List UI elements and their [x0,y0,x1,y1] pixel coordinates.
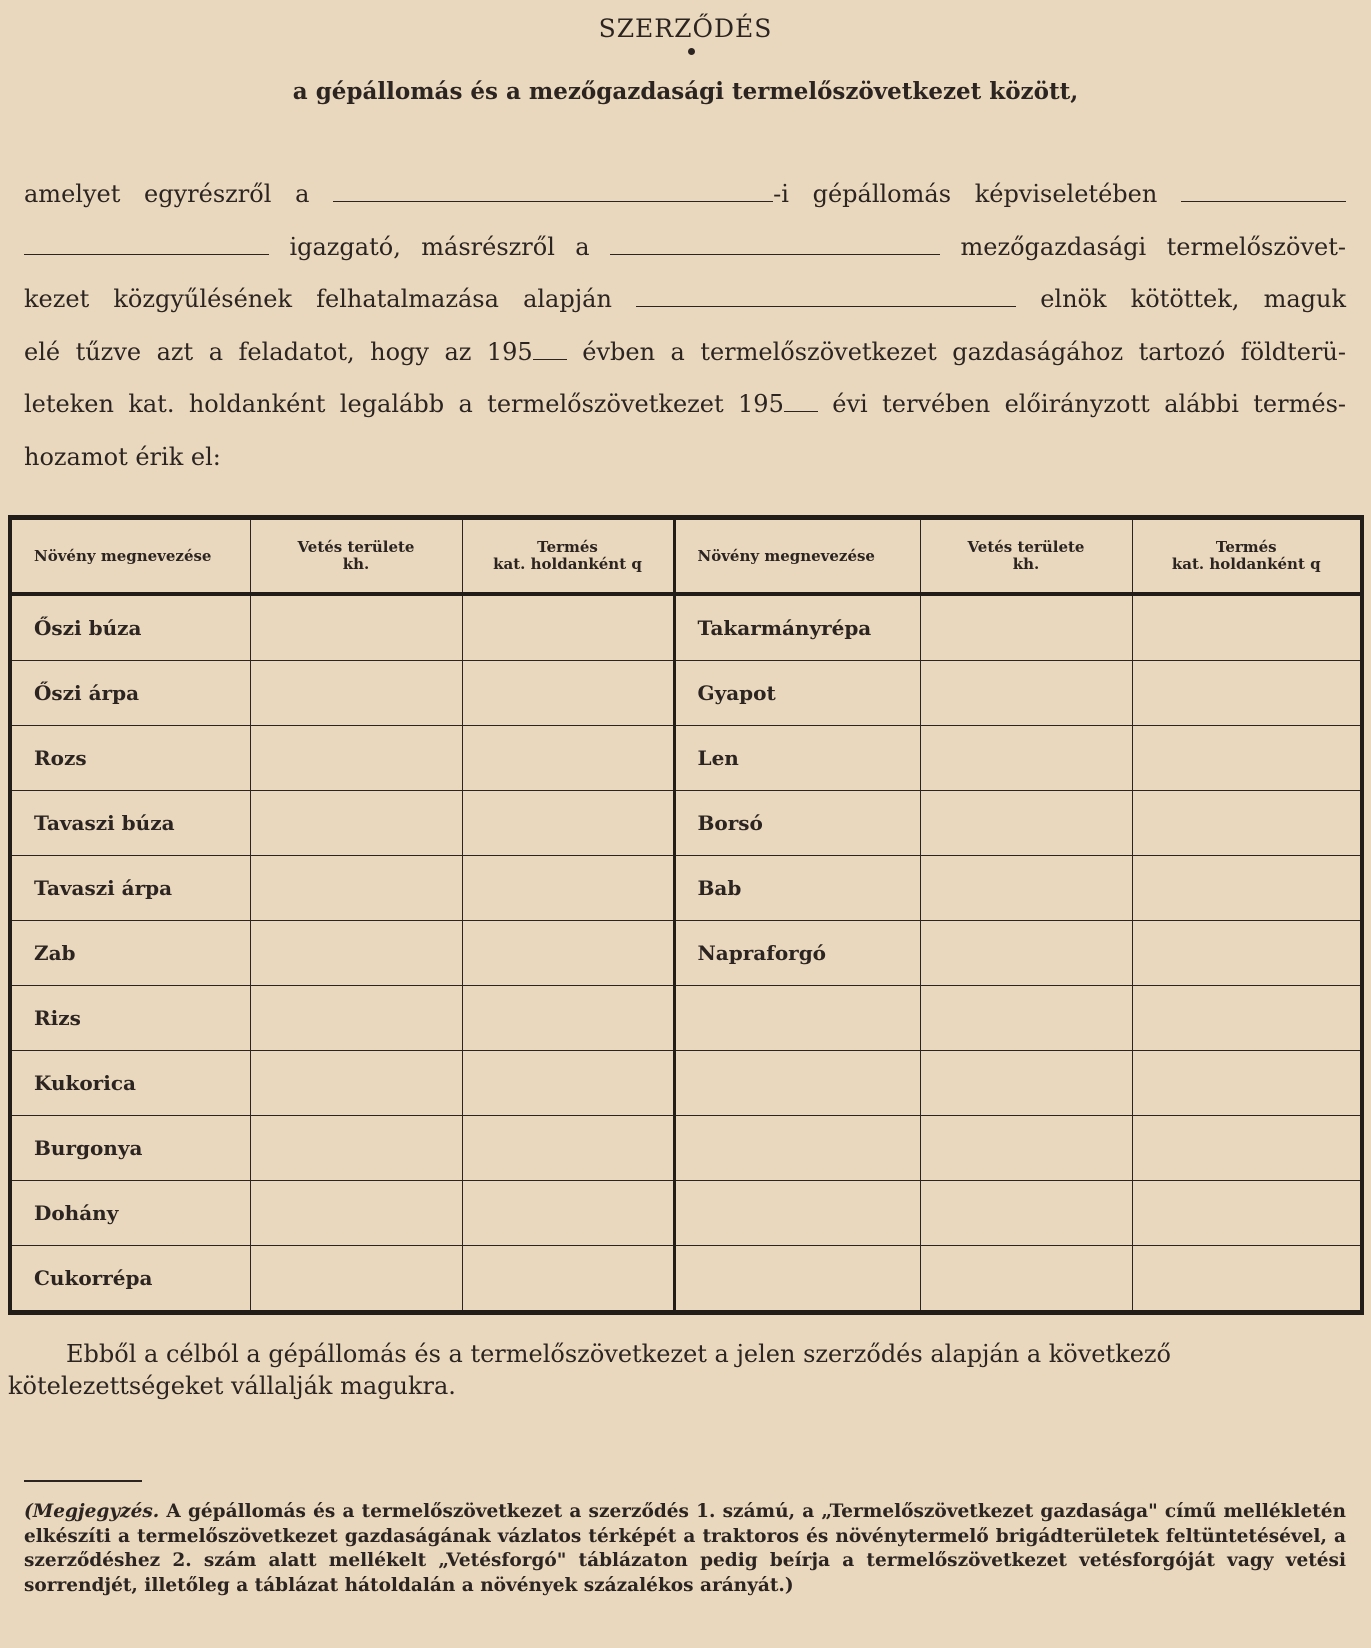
yield-right-cell[interactable] [1132,1051,1362,1116]
header-area-line2: kh. [1012,555,1040,573]
sown-area-right-cell[interactable] [920,594,1132,661]
table-row [10,594,1362,661]
contract-intro-paragraph [24,168,1346,484]
intro-text-4: mezőgazdasági termelőszövet- [960,232,1346,261]
yield-right-cell[interactable] [1132,921,1362,986]
crop-name-right [674,1246,920,1313]
sown-area-left-cell[interactable] [250,661,462,726]
crop-yield-table-wrapper [8,515,1360,1307]
station-name-field[interactable] [333,183,773,202]
crop-name-right: Borsó [674,791,920,856]
crop-name-right [674,1116,920,1181]
yield-right-cell[interactable] [1132,856,1362,921]
yield-left-cell[interactable] [462,856,674,921]
header-yield-right [1132,518,1362,595]
sown-area-right-cell[interactable] [920,1181,1132,1246]
sown-area-left-cell[interactable] [250,986,462,1051]
sown-area-right-cell[interactable] [920,1116,1132,1181]
sown-area-left-cell[interactable] [250,726,462,791]
table-row [10,1246,1362,1313]
crop-table-body [10,594,1362,1313]
footnote-divider [24,1480,142,1482]
crop-name-left: Őszi árpa [10,661,250,726]
header-crop-name-right: Növény megnevezése [674,518,920,595]
footnote [24,1500,1346,1598]
intro-text-5: kezet közgyűlésének felhatalmazása alapján [24,285,612,314]
crop-name-right: Gyapot [674,661,920,726]
crop-name-left: Rizs [10,986,250,1051]
intro-line-5 [24,378,1346,431]
header-crop-name-left: Növény megnevezése [10,518,250,595]
crop-name-right [674,1181,920,1246]
sown-area-left-cell[interactable] [250,1051,462,1116]
header-yield-line2: kat. holdanként q [493,555,642,573]
sown-area-right-cell[interactable] [920,986,1132,1051]
chairman-name-field[interactable] [636,288,1016,307]
header-yield-line1: Termés [537,538,598,556]
header-area-line1: Vetés területe [297,538,415,556]
yield-left-cell[interactable] [462,1246,674,1313]
year-field-2[interactable] [784,393,818,412]
intro-text-9: leteken kat. holdanként legalább a termelőszövetkezet 195 [24,390,784,419]
crop-name-left: Tavaszi búza [10,791,250,856]
intro-line-1 [24,168,1346,221]
yield-left-cell[interactable] [462,1181,674,1246]
yield-left-cell[interactable] [462,1051,674,1116]
crop-name-left: Rozs [10,726,250,791]
sown-area-right-cell[interactable] [920,726,1132,791]
sown-area-right-cell[interactable] [920,856,1132,921]
yield-left-cell[interactable] [462,986,674,1051]
crop-name-left: Burgonya [10,1116,250,1181]
sown-area-left-cell[interactable] [250,1246,462,1313]
header-yield-left [462,518,674,595]
crop-yield-table [8,515,1364,1315]
yield-left-cell[interactable] [462,1116,674,1181]
header-sown-area-right [920,518,1132,595]
crop-name-right: Takarmányrépa [674,594,920,661]
sown-area-left-cell[interactable] [250,791,462,856]
sown-area-left-cell[interactable] [250,1116,462,1181]
sown-area-right-cell[interactable] [920,661,1132,726]
intro-text-2: -i gépállomás képviseletében [773,180,1158,208]
director-name-field[interactable] [1181,183,1346,202]
header-yield-line2: kat. holdanként q [1171,555,1321,573]
crop-name-right [674,1051,920,1116]
intro-text-8: évben a termelőszövetkezet gazdaságához tartozó földterü- [582,337,1347,366]
intro-text-11: hozamot érik el: [24,442,221,471]
document-subtitle: a gépállomás és a mezőgazdasági termelőszövetkezet között, [292,78,1079,105]
closing-paragraph [8,1338,1338,1402]
intro-text-7: elé tűzve azt a feladatot, hogy az 195 [24,337,533,366]
sown-area-right-cell[interactable] [920,791,1132,856]
sown-area-right-cell[interactable] [920,921,1132,986]
header-sown-area-left [250,518,462,595]
header-area-line1: Vetés területe [967,538,1085,556]
intro-text-10: évi tervében előirányzott alábbi termés- [832,390,1346,419]
closing-line-1: Ebből a célból a gépállomás és a termelőszövetkezet a jelen szerződés alapján a következő [66,1340,1171,1368]
table-row [10,856,1362,921]
sown-area-left-cell[interactable] [250,594,462,661]
intro-text-3: igazgató, másrészről a [289,232,590,261]
yield-left-cell[interactable] [462,726,674,791]
intro-text-6: elnök kötöttek, maguk [1040,285,1346,314]
yield-right-cell[interactable] [1132,791,1362,856]
intro-line-4 [24,326,1346,379]
table-header-row [10,518,1362,595]
yield-right-cell[interactable] [1132,594,1362,661]
crop-name-left: Cukorrépa [10,1246,250,1313]
crop-name-right: Bab [674,856,920,921]
crop-name-left: Kukorica [10,1051,250,1116]
table-row [10,1116,1362,1181]
yield-right-cell[interactable] [1132,1116,1362,1181]
table-row [10,791,1362,856]
intro-line-6 [24,431,1346,484]
table-row [10,921,1362,986]
sown-area-right-cell[interactable] [920,1246,1132,1313]
yield-right-cell[interactable] [1132,1246,1362,1313]
year-field-1[interactable] [533,341,567,360]
table-row [10,986,1362,1051]
footnote-text: A gépállomás és a termelőszövetkezet a szerződés 1. számú, a „Termelőszövetkezet gazdasága" című mellékletén elkészíti a termelőszövetkezet gazdaságának vázlatos térképét a traktoros és növénytermelő brigádterületek feltüntetésével, a szerződéshez 2. szám alatt mellékelt „Vetésforgó" táblázaton pedig beírja a termelőszövetkezet vetésforgóját vagy vetési sorrendjét, illetőleg a táblázat hátoldalán a növények százalékos arányát.) [24,1501,1346,1596]
crop-name-right: Len [674,726,920,791]
yield-left-cell[interactable] [462,661,674,726]
crop-name-right [674,986,920,1051]
yield-right-cell[interactable] [1132,726,1362,791]
crop-name-left: Dohány [10,1181,250,1246]
crop-name-left: Őszi búza [10,594,250,661]
yield-left-cell[interactable] [462,594,674,661]
crop-name-left: Zab [10,921,250,986]
sown-area-right-cell[interactable] [920,1051,1132,1116]
sown-area-left-cell[interactable] [250,921,462,986]
crop-name-left: Tavaszi árpa [10,856,250,921]
table-row [10,1181,1362,1246]
intro-line-3 [24,273,1346,326]
header-area-line2: kh. [342,555,370,573]
yield-right-cell[interactable] [1132,661,1362,726]
closing-line-2: kötelezettségeket vállalják magukra. [8,1372,456,1400]
table-row [10,1051,1362,1116]
table-row [10,661,1362,726]
document-title: SZERZŐDÉS [598,14,773,43]
sown-area-left-cell[interactable] [250,1181,462,1246]
ink-dot [688,48,695,55]
table-row [10,726,1362,791]
yield-right-cell[interactable] [1132,1181,1362,1246]
director-name-field-cont[interactable] [24,236,269,255]
yield-right-cell[interactable] [1132,986,1362,1051]
crop-name-right: Napraforgó [674,921,920,986]
intro-line-2 [24,221,1346,274]
header-yield-line1: Termés [1215,538,1277,556]
cooperative-name-field[interactable] [610,236,940,255]
yield-left-cell[interactable] [462,791,674,856]
intro-text-1: amelyet egyrészről a [24,180,310,208]
footnote-lead: (Megjegyzés. [24,1501,160,1522]
sown-area-left-cell[interactable] [250,856,462,921]
yield-left-cell[interactable] [462,921,674,986]
